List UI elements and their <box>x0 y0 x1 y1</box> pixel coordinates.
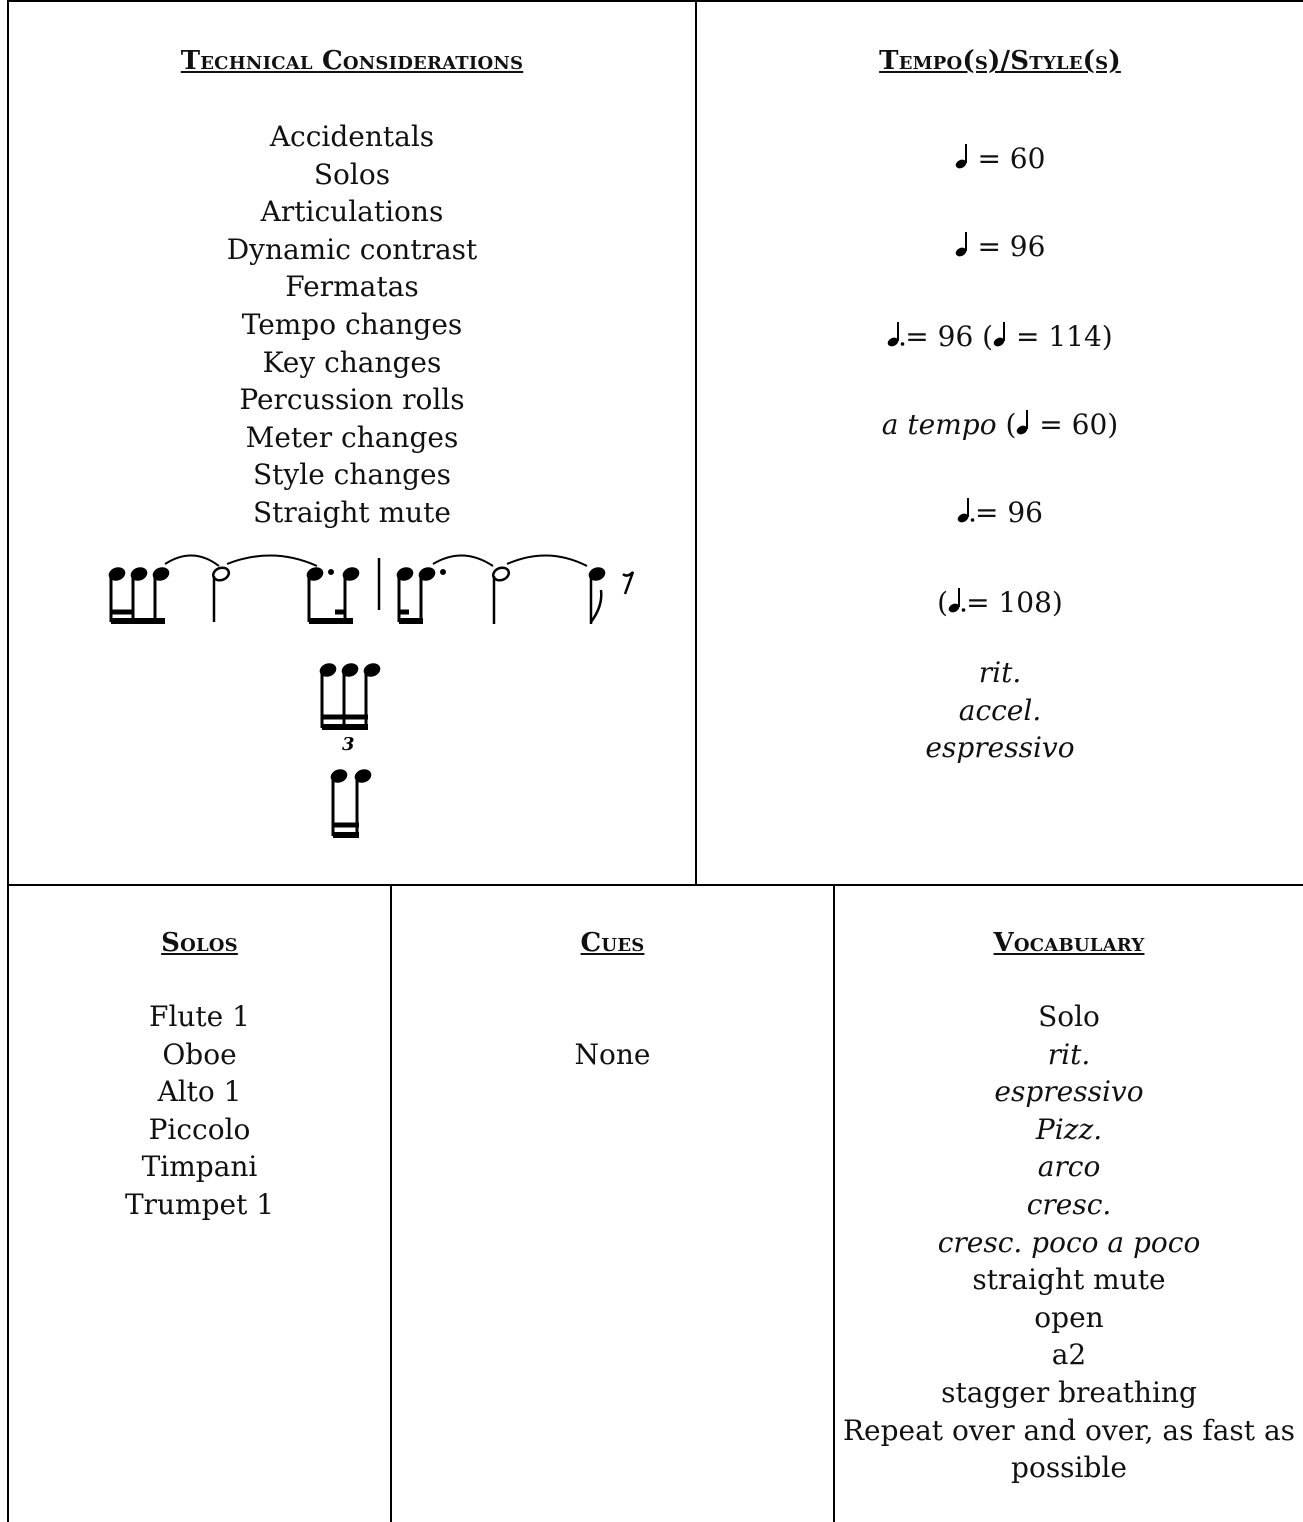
solo-item: Timpani <box>141 1150 258 1184</box>
technical-item: Dynamic contrast <box>226 232 478 266</box>
dotted-quarter-note-icon <box>948 586 966 614</box>
tempo-value: = 108) <box>966 586 1063 619</box>
tempo-prefix: ( <box>996 408 1017 441</box>
solo-item: Trumpet 1 <box>124 1187 275 1221</box>
tempo-value: = 96 <box>975 496 1043 529</box>
vocabulary-item: Solo <box>1038 1000 1100 1033</box>
tempo-term: a tempo <box>881 408 997 441</box>
tempo-value: = 114) <box>1007 320 1113 353</box>
style-marking: espressivo <box>925 731 1075 765</box>
solos-heading: Solos <box>161 928 238 958</box>
vocabulary-item: open <box>1034 1300 1104 1334</box>
technical-item: Fermatas <box>285 270 419 304</box>
quarter-note-icon <box>955 142 969 170</box>
tempo-marking <box>697 408 1303 441</box>
cues-cell <box>392 886 833 1522</box>
cue-item: None <box>574 1038 651 1071</box>
solo-item: Alto 1 <box>157 1075 242 1109</box>
vocabulary-item: a2 <box>1051 1338 1087 1372</box>
tempo-value: = 96 ( <box>905 320 994 353</box>
tempo-marking <box>697 496 1303 529</box>
solo-item: Flute 1 <box>149 1000 250 1033</box>
technical-item: Straight mute <box>253 495 451 529</box>
vocabulary-item: stagger breathing <box>941 1375 1197 1409</box>
technical-item: Solos <box>313 157 391 191</box>
style-marking: accel. <box>958 693 1042 727</box>
solo-item: Oboe <box>162 1037 237 1071</box>
vocabulary-item: Pizz. <box>1035 1112 1103 1146</box>
tempo-marking <box>697 586 1303 619</box>
quarter-note-icon <box>955 230 969 258</box>
vocabulary-item: cresc. poco a poco <box>937 1225 1201 1259</box>
rhythm-excerpt-measures <box>103 550 643 630</box>
vocabulary-item: cresc. <box>1026 1187 1112 1221</box>
vocabulary-item: rit. <box>1047 1037 1091 1071</box>
vocabulary-cell <box>835 886 1303 1522</box>
solos-list <box>9 998 390 1224</box>
quarter-note-icon <box>993 320 1007 348</box>
tempo-value: = 60) <box>1030 408 1119 441</box>
tempo-marking <box>697 320 1303 353</box>
tempo-value: = 96 <box>968 230 1046 263</box>
vocabulary-item: possible <box>1011 1451 1127 1485</box>
style-marking: rit. <box>978 656 1022 689</box>
vocabulary-item: Repeat over and over, as fast as <box>842 1413 1296 1447</box>
vocabulary-item: espressivo <box>994 1075 1144 1109</box>
triplet-number: 3 <box>342 734 355 754</box>
technical-item: Accidentals <box>269 120 435 153</box>
tempo-marking <box>697 230 1303 263</box>
triplet-sixteenths-figure <box>312 654 392 754</box>
technical-item: Meter changes <box>245 420 459 454</box>
cues-heading: Cues <box>580 928 645 958</box>
dotted-quarter-note-icon <box>887 320 905 348</box>
technical-item: Tempo changes <box>241 307 463 341</box>
dotted-quarter-note-icon <box>957 496 975 524</box>
technical-considerations-cell <box>9 2 695 884</box>
technical-item: Style changes <box>253 458 451 492</box>
vocabulary-item: straight mute <box>972 1263 1166 1297</box>
style-markings-list <box>697 654 1303 767</box>
solos-cell <box>9 886 390 1522</box>
two-sixteenths-figure <box>323 760 393 840</box>
tempo-prefix: ( <box>937 586 949 619</box>
technical-considerations-list <box>9 118 695 532</box>
quarter-note-icon <box>1016 408 1030 436</box>
solo-item: Piccolo <box>148 1112 251 1146</box>
tempo-value: = 60 <box>968 142 1046 175</box>
technical-considerations-heading: Technical Considerations <box>180 46 524 76</box>
tempo-style-heading: Tempo(s)/Style(s) <box>879 46 1121 76</box>
vocabulary-item: arco <box>1037 1150 1101 1184</box>
tempo-style-cell <box>697 2 1303 884</box>
technical-item: Key changes <box>262 345 442 379</box>
tempo-marking <box>697 142 1303 175</box>
technical-item: Articulations <box>260 195 444 229</box>
cues-list <box>392 1036 833 1074</box>
vocabulary-list <box>835 998 1303 1487</box>
technical-item: Percussion rolls <box>239 383 465 417</box>
vocabulary-heading: Vocabulary <box>993 928 1145 958</box>
